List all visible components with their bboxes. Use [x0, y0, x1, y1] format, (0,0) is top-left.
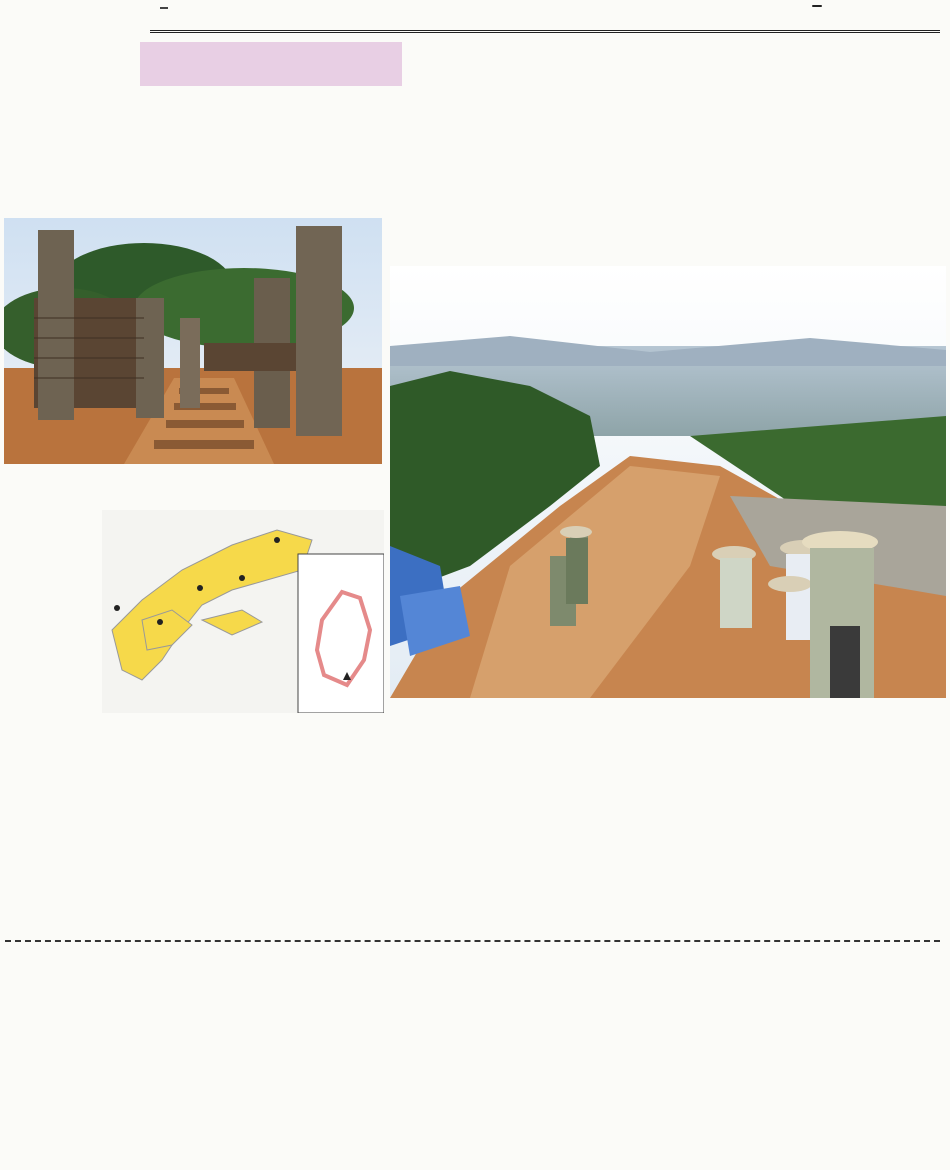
postal-permit-tag [160, 7, 168, 9]
edition-label [812, 5, 822, 7]
header-rule [150, 30, 940, 33]
location-title [140, 42, 402, 86]
west-gate-illustration [4, 218, 382, 464]
castle-distribution-map [102, 510, 384, 713]
west-gate-photo [4, 218, 382, 464]
kinojo-view-photo [390, 266, 946, 698]
section-divider [5, 940, 940, 942]
article-top-part-1 [388, 724, 944, 936]
kinojo-view-illustration [390, 266, 946, 698]
map-illustration [102, 510, 384, 713]
article-top-part-2 [2, 724, 468, 936]
article-bottom-part-2 [2, 946, 552, 1168]
article-bottom-part-1 [576, 946, 944, 1168]
